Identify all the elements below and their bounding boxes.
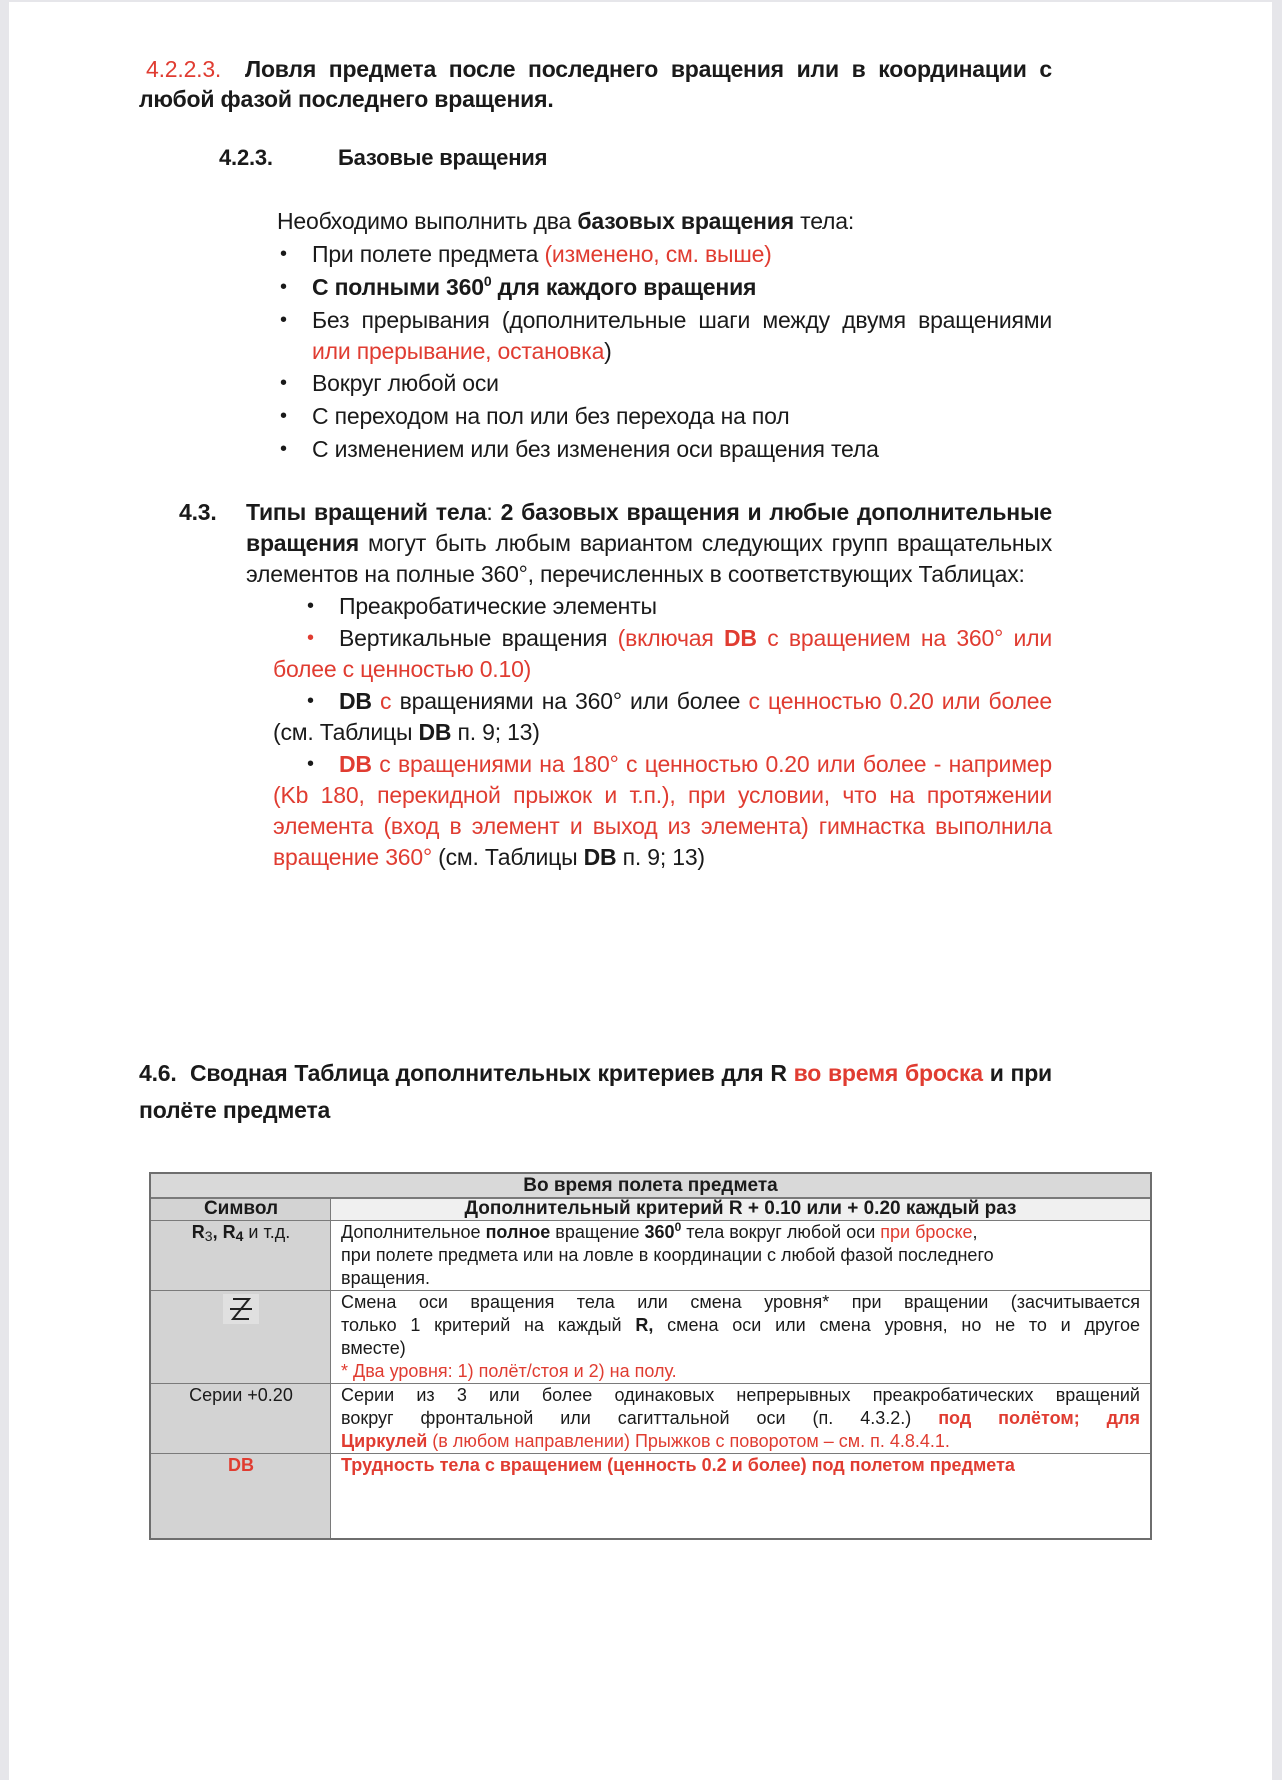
- list-item: С переходом на пол или без перехода на пол: [312, 403, 790, 429]
- symbol-column: [151, 1198, 331, 1538]
- section-4-6-line2: полёте предмета: [139, 1097, 331, 1123]
- list-item: Без прерывания (дополнительные шаги между двумя вращениями: [312, 307, 1052, 333]
- section-4-6-title: Сводная Таблица дополнительных критериев для R во время броска и при: [190, 1060, 1053, 1086]
- table-row-3-symbol: Серии +0.20: [189, 1385, 293, 1405]
- bullet-icon: •: [280, 372, 288, 394]
- section-4-3-line3: элементов на полные 360°, перечисленных в соответствующих Таблицах:: [246, 561, 1025, 587]
- list-item: Вертикальные вращения (включая DB с вращением на 360° или: [339, 625, 1052, 651]
- header-criteria: Дополнительный критерий R + 0.10 или + 0.20 каждый раз: [464, 1198, 1017, 1219]
- table-caption: Во время полета предмета: [151, 1174, 1150, 1198]
- bullet-icon: •: [280, 438, 288, 460]
- list-item-continuation: (Kb 180, перекидной прыжок и т.п.), при условии, что на протяжении: [273, 782, 1052, 808]
- section-4-2-2-3-line1: Ловля предмета после последнего вращения или в координации с: [245, 56, 1052, 82]
- table-row-4-criteria: Трудность тела с вращением (ценность 0.2 и более) под полетом предмета: [341, 1455, 1015, 1475]
- bullet-icon: •: [280, 309, 288, 331]
- axis-change-icon-bg: [223, 1294, 259, 1324]
- bullet-icon: •: [307, 690, 315, 712]
- list-item-continuation: или прерывание, остановка): [312, 338, 612, 364]
- section-4-6-number: 4.6.: [139, 1060, 177, 1086]
- criteria-table: [149, 1172, 1152, 1540]
- section-4-2-2-3-heading: [146, 58, 221, 81]
- list-item: DB с вращениями на 360° или более с ценностью 0.20 или более: [339, 688, 1052, 714]
- list-item: При полете предмета (изменено, см. выше): [312, 241, 772, 267]
- header-symbol: Символ: [203, 1198, 279, 1219]
- list-item-continuation: элемента (вход в элемент и выход из элемента) гимнастка выполнила: [273, 813, 1052, 839]
- section-4-2-3-number: 4.2.3.: [219, 145, 273, 170]
- list-item: С полными $360^0$ для каждого вращения: [312, 273, 757, 300]
- section-4-2-3-title: Базовые вращения: [338, 145, 548, 170]
- table-row-1-symbol: $R_3$, $R_4$ и т.д.: [191, 1222, 291, 1244]
- bullet-icon: •: [280, 276, 288, 298]
- section-number: 4.2.2.3.: [146, 56, 222, 82]
- list-item: С изменением или без изменения оси вращения тела: [312, 436, 879, 462]
- list-item-continuation: (см. Таблицы DB п. 9; 13): [273, 719, 540, 745]
- list-item: Преакробатические элементы: [339, 593, 657, 619]
- table-row-2-criteria: Смена оси вращения тела или смена уровня* при вращении (засчитывается только 1 критерий на каждый R, смена оси или смена уровня, но не то и другое вместе) * Два уровня: 1) полёт/стоя и 2) на полу.: [341, 1292, 1140, 1381]
- section-4-3-line1: Типы вращений тела: 2 базовых вращения и любые дополнительные: [246, 499, 1052, 525]
- section-4-3-number: 4.3.: [179, 499, 217, 525]
- list-item-continuation: более с ценностью 0.10): [273, 656, 532, 682]
- bullet-icon: •: [307, 595, 315, 617]
- bullet-icon: •: [280, 243, 288, 265]
- bullet-icon: •: [280, 405, 288, 427]
- list-item-continuation: вращение 360° (см. Таблицы DB п. 9; 13): [273, 844, 705, 870]
- table-row-3-criteria: Серии из 3 или более одинаковых непрерывных преакробатических вращений вокруг фронтальной или сагиттальной оси (п. 4.3.2.) под полётом; для Циркулей (в любом направлении) Прыжков с поворотом – см. п. 4.8.4.1.: [341, 1385, 1140, 1451]
- section-4-3-line2: вращения могут быть любым вариантом следующих групп вращательных: [246, 530, 1052, 556]
- bullet-icon: •: [307, 753, 315, 775]
- list-item: DB с вращениями на 180° с ценностью 0.20 или более - например: [339, 751, 1052, 777]
- axis-change-z-icon: [223, 1294, 259, 1324]
- list-item: Вокруг любой оси: [312, 370, 499, 396]
- bullet-icon: •: [307, 627, 315, 649]
- document-page: [9, 2, 1272, 1780]
- section-4-2-2-3-line2: любой фазой последнего вращения.: [139, 86, 554, 112]
- section-4-2-3-intro: Необходимо выполнить два базовых вращения тела:: [277, 208, 855, 234]
- table-row-1-criteria: Дополнительное полное вращение $360^0$ тела вокруг любой оси при броске, при полете предмета или на ловле в координации с любой фазой последнего вращения.: [341, 1220, 994, 1288]
- table-row-4-symbol: DB: [228, 1455, 254, 1475]
